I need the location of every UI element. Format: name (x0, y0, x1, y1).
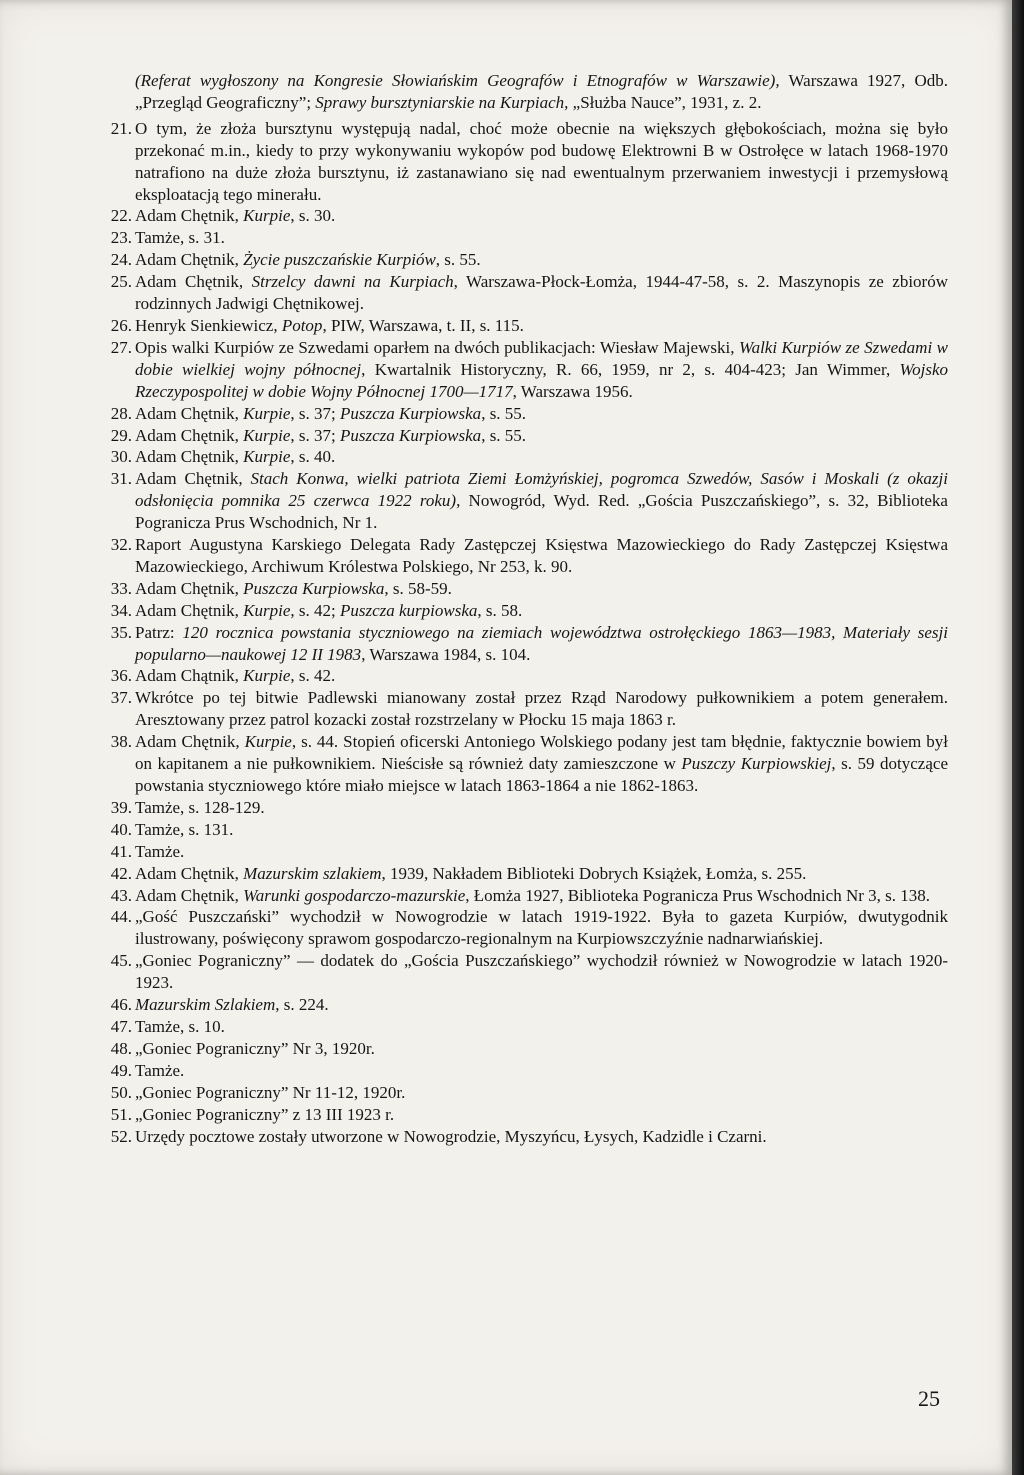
footnote-text: „Goniec Pograniczny” — dodatek do „Gościa Puszczańskiego” wychodził również w Nowogrodzie w latach 1920-1923. (135, 951, 948, 993)
footnote-title: Kurpie (243, 425, 291, 445)
footnote-title: Puszczy Kurpiowskiej (681, 754, 832, 774)
footnote-number: 27. (110, 337, 132, 357)
footnote-text: , s. 59 dotyczące powstania styczniowego które miało miejsce w latach 1863-1864 a nie 1862-1863. (135, 754, 948, 795)
intro-text-2: „Służba Nauce”, 1931, z. 2. (568, 92, 762, 112)
footnote-text: , s. 58. (477, 600, 523, 620)
footnote-item (108, 118, 948, 206)
footnote-title: Puszcza Kurpiowska (243, 578, 385, 598)
footnote-item (108, 249, 948, 271)
footnote-item (108, 885, 948, 907)
footnote-title: Walki Kurpiów ze Szwedami w dobie wielkiej wojny północnej (135, 337, 949, 379)
footnote-number: 50. (110, 1082, 132, 1102)
footnote-text: Adam Chętnik, (135, 732, 245, 752)
footnote-item (108, 468, 948, 534)
footnote-text: , s. 37; (290, 425, 340, 445)
footnote-list (108, 118, 948, 1148)
footnote-text: Adam Chętnik, (135, 578, 244, 598)
footnote-item (108, 906, 948, 950)
footnote-item (108, 950, 948, 994)
footnote-title: Kurpie (243, 666, 291, 686)
footnotes-text (108, 70, 948, 1147)
footnote-item (108, 994, 948, 1016)
footnote-text: , s. 42. (290, 666, 336, 686)
footnote-number: 21. (110, 118, 132, 138)
footnote-number: 40. (110, 819, 132, 839)
footnote-text: , s. 30. (290, 206, 336, 226)
footnote-text: O tym, że złoża bursztynu występują nadal, choć może obecnie na większych głębokościach, można się było przekonać m.in., kiedy to przy wykonywaniu wykopów pod budowę Elektrowni B w Ostrołęce w latach 1968-1970 natrafiono na duże złoża bursztynu, iż zastanawiano się nad ewentualnym przerwaniem inwestycji i przemysłową eksploatacją tego minerału. (135, 118, 948, 204)
footnote-text: , s. 42; (290, 600, 340, 620)
footnote-item (108, 1038, 948, 1060)
footnote-text: , Warszawa 1956. (512, 381, 633, 401)
footnote-number: 51. (110, 1104, 132, 1124)
footnote-text: Henryk Sienkiewicz, (135, 315, 282, 335)
footnote-title: Kurpie (243, 600, 291, 620)
footnote-text: „Goniec Pograniczny” z 13 III 1923 r. (135, 1104, 395, 1124)
footnote-number: 30. (110, 447, 132, 467)
intro-italic-2: Sprawy bursztyniarskie na Kurpiach, (315, 92, 569, 112)
footnote-number: 35. (110, 622, 132, 642)
footnote-text: Adam Chętnik, (135, 425, 244, 445)
footnote-text: , s. 40. (290, 447, 336, 467)
footnote-number: 49. (110, 1060, 132, 1080)
footnote-text: , s. 55. (435, 250, 481, 270)
footnote-item (108, 863, 948, 885)
footnote-title: Mazurskim szlakiem (243, 863, 382, 883)
footnote-title: Kurpie (244, 732, 292, 752)
footnote-number: 34. (110, 600, 132, 620)
footnote-text: , Nowogród, Wyd. Red. „Gościa Puszczańskiego”, s. 32, Biblioteka Pogranicza Prus Wschodnich, Nr 1. (135, 491, 948, 533)
footnote-text: , s. 224. (275, 995, 329, 1015)
footnote-text: , s. 55. (481, 425, 527, 445)
footnote-text: Urzędy pocztowe zostały utworzone w Nowogrodzie, Myszyńcu, Łysych, Kadzidle i Czarni. (135, 1126, 767, 1146)
footnote-text: , Łomża 1927, Biblioteka Pogranicza Prus Wschodnich Nr 3, s. 138. (465, 885, 930, 905)
page-number: 25 (918, 1386, 940, 1411)
footnote-title: Potop (281, 315, 323, 335)
footnote-number: 22. (110, 206, 132, 226)
intro-italic-1: (Referat wygłoszony na Kongresie Słowiańskim Geografów i Etnografów w Warszawie), (135, 71, 780, 90)
footnote-number: 46. (110, 995, 132, 1015)
footnote-number: 37. (110, 688, 132, 708)
footnote-number: 47. (110, 1016, 132, 1036)
footnote-text: Adam Chętnik, (135, 272, 252, 292)
footnote-item (108, 1060, 948, 1082)
footnote-item (108, 446, 948, 468)
footnote-number: 25. (110, 272, 132, 292)
footnote-text: Patrz: (135, 622, 183, 642)
footnote-title: Mazurskim Szlakiem (135, 995, 276, 1015)
footnote-text: Tamże. (135, 841, 185, 861)
footnote-number: 33. (110, 578, 132, 598)
footnote-item (108, 1126, 948, 1148)
footnote-item (108, 534, 948, 578)
footnote-item (108, 425, 948, 447)
footnote-item (108, 1016, 948, 1038)
footnote-text: „Goniec Pograniczny” Nr 3, 1920r. (135, 1038, 375, 1058)
footnote-number: 38. (110, 732, 132, 752)
footnote-text: Wkrótce po tej bitwie Padlewski mianowany został przez Rząd Narodowy pułkownikiem a potem generałem. Aresztowany przez patrol kozacki został rozstrzelany w Płocku 15 maja 1863 r. (135, 688, 948, 730)
scan-edge (1012, 0, 1024, 1475)
footnote-item (108, 337, 948, 403)
footnote-title: Warunki gospodarczo-mazurskie (243, 885, 466, 905)
footnote-text: Adam Chętnik, (135, 469, 251, 489)
footnote-number: 44. (110, 907, 132, 927)
footnote-item (108, 665, 948, 687)
footnote-title: Kurpie (243, 403, 291, 423)
footnote-number: 43. (110, 885, 132, 905)
footnote-text: Raport Augustyna Karskiego Delegata Rady Zastępczej Księstwa Mazowieckiego do Rady Zastępczej Księstwa Mazowieckiego, Archiwum Królestwa Polskiego, Nr 253, k. 90. (135, 535, 948, 576)
footnote-item (108, 578, 948, 600)
footnote-number: 32. (110, 535, 132, 555)
footnote-item (108, 731, 948, 797)
intro-text-1: Warszawa 1927, Odb. „Przegląd Geograficzny”; (135, 71, 948, 112)
footnote-text: „Gość Puszczański” wychodził w Nowogrodzie w latach 1919-1922. Była to gazeta Kurpiów, dwutygodnik ilustrowany, poświęcony sprawom gospodarczo-regionalnym na Kurpiowszczyźnie nadnarwiańskiej. (135, 907, 948, 949)
footnote-text: Adam Chętnik, (135, 885, 244, 905)
footnote-title: Puszcza kurpiowska (339, 600, 478, 620)
footnote-text: Tamże, s. 10. (135, 1016, 225, 1036)
footnote-title: Kurpie (243, 447, 291, 467)
footnote-text: Tamże. (135, 1060, 185, 1080)
footnote-item (108, 1082, 948, 1104)
footnote-text: Adam Chątnik, (135, 666, 244, 686)
footnote-item (108, 819, 948, 841)
footnote-text: „Goniec Pograniczny” Nr 11-12, 1920r. (135, 1082, 406, 1102)
footnote-text: , 1939, Nakładem Biblioteki Dobrych Książek, Łomża, s. 255. (381, 863, 807, 883)
footnote-number: 39. (110, 797, 132, 817)
footnote-item (108, 271, 948, 315)
footnote-text: Tamże, s. 131. (135, 819, 234, 839)
footnote-item (108, 403, 948, 425)
footnote-number: 28. (110, 403, 132, 423)
footnote-item (108, 841, 948, 863)
footnote-title: Puszcza Kurpiowska (339, 403, 482, 423)
footnote-title: Kurpie (243, 206, 291, 226)
footnote-title: Wojsko Rzeczypospolitej w dobie Wojny Północnej 1700—1717 (135, 359, 948, 401)
footnote-item (108, 227, 948, 249)
footnote-number: 42. (110, 863, 132, 883)
footnote-text: Adam Chętnik, (135, 863, 244, 883)
footnote-number: 29. (110, 425, 132, 445)
footnote-text: , Warszawa-Płock-Łomża, 1944-47-58, s. 2. Maszynopis ze zbiorów rodzinnych Jadwigi Chętnikowej. (135, 272, 948, 314)
footnote-item (108, 687, 948, 731)
footnote-text: Adam Chętnik, (135, 250, 244, 270)
footnote-text: , PIW, Warszawa, t. II, s. 115. (322, 315, 524, 335)
footnote-item (108, 205, 948, 227)
footnote-title: Życie puszczańskie Kurpiów (243, 250, 436, 270)
footnote-text: Opis walki Kurpiów ze Szwedami oparłem na dwóch publikacjach: Wiesław Majewski, (135, 337, 739, 357)
footnote-text: Adam Chętnik, (135, 447, 244, 467)
footnote-number: 52. (110, 1126, 132, 1146)
intro-paragraph (108, 70, 948, 114)
footnote-number: 31. (110, 469, 132, 489)
footnote-title: 120 rocznica powstania styczniowego na ziemiach województwa ostrołęckiego 1863—1983, Materiały sesji popularno—naukowej 12 II 1983 (135, 622, 948, 664)
footnote-number: 23. (110, 228, 132, 248)
footnote-item (108, 622, 948, 666)
footnote-text: Adam Chętnik, (135, 600, 244, 620)
footnote-item (108, 1104, 948, 1126)
footnote-item (108, 600, 948, 622)
footnote-text: , Warszawa 1984, s. 104. (361, 644, 531, 664)
footnote-text: Tamże, s. 128-129. (135, 797, 265, 817)
footnote-text: , s. 37; (290, 403, 340, 423)
footnote-number: 24. (110, 250, 132, 270)
footnote-number: 41. (110, 841, 132, 861)
footnote-item (108, 315, 948, 337)
footnote-title: Puszcza Kurpiowska (339, 425, 482, 445)
footnote-title: Strzelcy dawni na Kurpiach (251, 272, 454, 292)
footnote-text: , s. 44. Stopień oficerski Antoniego Wolskiego podany jest tam błędnie, faktycznie bowiem był on kapitanem a nie pułkownikiem. Nieścisłe są również daty zamieszczone w (135, 732, 948, 774)
footnote-number: 26. (110, 315, 132, 335)
footnote-number: 45. (110, 951, 132, 971)
footnote-text: , Kwartalnik Historyczny, R. 66, 1959, nr 2, s. 404-423; Jan Wimmer, (361, 359, 900, 379)
footnote-number: 36. (110, 666, 132, 686)
footnote-text: , s. 55. (481, 403, 527, 423)
footnote-text: Adam Chętnik, (135, 403, 244, 423)
footnote-text: Adam Chętnik, (135, 206, 244, 226)
footnote-item (108, 797, 948, 819)
footnote-number: 48. (110, 1038, 132, 1058)
footnote-text: Tamże, s. 31. (135, 228, 225, 248)
footnote-title: Stach Konwa, wielki patriota Ziemi Łomżyńskiej, pogromca Szwedów, Sasów i Moskali (z okazji odsłonięcia pomnika 25 czerwca 1922 roku) (135, 469, 948, 511)
footnote-text: , s. 58-59. (384, 578, 452, 598)
